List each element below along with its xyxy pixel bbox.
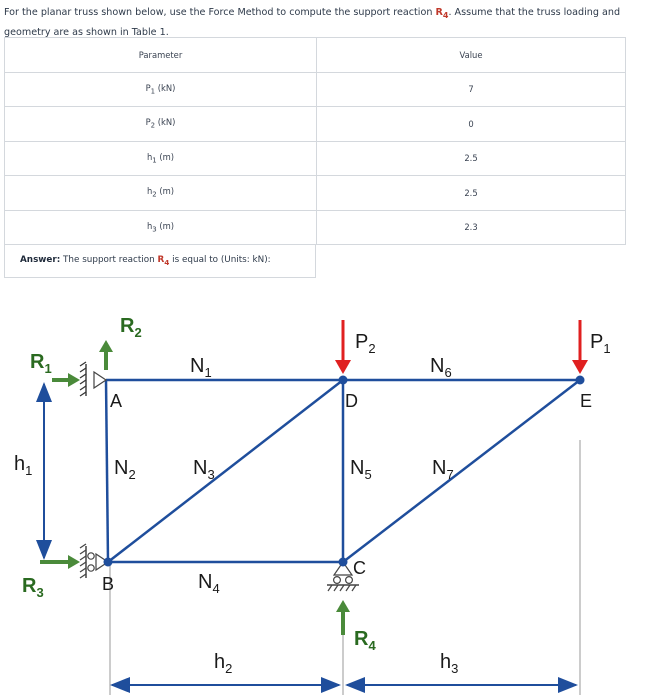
node-label-c: C <box>353 558 366 578</box>
table-header-row <box>5 38 626 73</box>
table-row <box>5 107 626 142</box>
parameter-cell: $h_2$ (m) <box>5 176 317 211</box>
problem-reaction-label: $R_4$ <box>435 7 449 20</box>
member-label-n6: $N_6$ <box>430 355 452 380</box>
reaction-label-r4: $R_4$ <box>354 628 376 653</box>
member-label-n3: $N_3$ <box>193 457 215 482</box>
problem-statement <box>4 4 644 41</box>
node-label-a: A <box>110 391 123 411</box>
dimension-label-h2: $h_2$ <box>214 651 233 676</box>
node-c-dot <box>339 558 348 567</box>
load-p1-arrow <box>572 320 588 374</box>
node-label-b: B <box>102 574 115 594</box>
reaction-r2-arrow <box>99 340 113 370</box>
table-row <box>5 72 626 107</box>
dimension-label-h1: $h_1$ <box>14 453 33 478</box>
problem-text-after: . Assume that the truss loading and geometry are as shown in Table 1. <box>4 7 621 38</box>
load-p2-arrow <box>335 320 351 374</box>
member-label-n4: $N_4$ <box>198 571 220 596</box>
load-label-p1: $P_1$ <box>590 331 611 356</box>
table-row <box>5 176 626 211</box>
reaction-r4-arrow <box>336 600 350 635</box>
load-labels <box>355 331 611 356</box>
value-cell: 2.3 <box>317 210 626 245</box>
member-label-n5: $N_5$ <box>350 457 372 482</box>
node-label-d: D <box>345 391 358 411</box>
support-a <box>80 362 106 396</box>
reaction-r1-arrow <box>52 373 80 387</box>
dimension-labels <box>14 453 458 676</box>
header-value: Value <box>317 38 626 73</box>
node-e-dot <box>576 376 585 385</box>
member-n3 <box>108 380 343 562</box>
reaction-r3-arrow <box>40 555 80 569</box>
answer-prompt[interactable]: Answer: The support reaction $R_4$ is equal to (Units: kN): <box>4 245 316 278</box>
table-row <box>5 210 626 245</box>
parameter-cell: $P_1$ (kN) <box>5 72 317 107</box>
parameter-table <box>4 37 626 245</box>
problem-text-before: For the planar truss shown below, use the Force Method to compute the support reaction <box>4 7 436 18</box>
answer-label: Answer: <box>20 255 61 265</box>
value-cell: 2.5 <box>317 141 626 176</box>
value-cell: 2.5 <box>317 176 626 211</box>
node-label-e: E <box>580 391 593 411</box>
member-n2 <box>106 380 108 562</box>
truss-members <box>106 380 580 562</box>
member-label-n2: $N_2$ <box>114 457 136 482</box>
node-b-dot <box>104 558 113 567</box>
reaction-label-r1: $R_1$ <box>30 351 52 376</box>
value-cell: 7 <box>317 72 626 107</box>
member-n7 <box>343 380 580 562</box>
reaction-label-r2: $R_2$ <box>120 315 142 340</box>
reaction-label-r3: $R_3$ <box>22 575 44 600</box>
dimension-label-h3: $h_3$ <box>440 651 459 676</box>
truss-diagram <box>0 290 655 700</box>
parameter-cell: $P_2$ (kN) <box>5 107 317 142</box>
member-label-n1: $N_1$ <box>190 355 212 380</box>
load-label-p2: $P_2$ <box>355 331 376 356</box>
answer-reaction-label: $R_4$ <box>157 255 170 267</box>
member-labels <box>114 355 454 596</box>
parameter-cell: $h_3$ (m) <box>5 210 317 245</box>
member-label-n7: $N_7$ <box>432 457 454 482</box>
header-parameter: Parameter <box>5 38 317 73</box>
node-d-dot <box>339 376 348 385</box>
table-row <box>5 141 626 176</box>
value-cell: 0 <box>317 107 626 142</box>
parameter-cell: $h_1$ (m) <box>5 141 317 176</box>
